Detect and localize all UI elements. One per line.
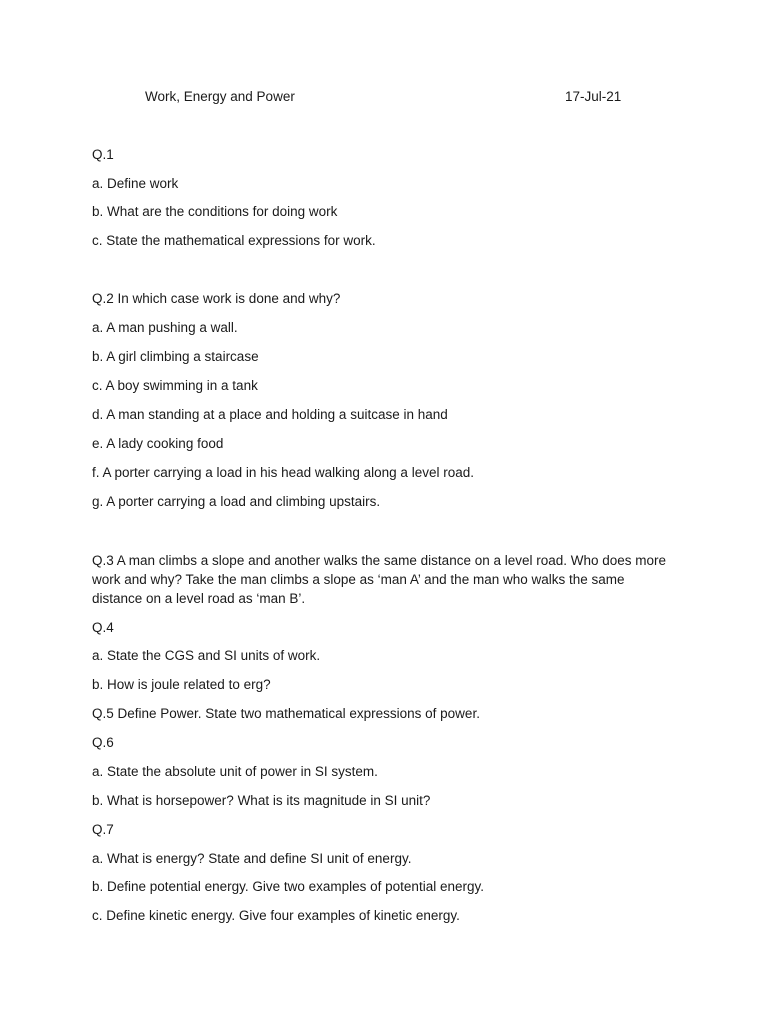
q3-question: Q.3 A man climbs a slope and another walks the same distance on a level road. Who does more work and why? Take the man climbs a slope as ‘man A’ and the man who walks the same distance on a level road as ‘man B’. <box>92 553 667 606</box>
q5-question: Q.5 Define Power. State two mathematical expressions of power. <box>92 706 480 721</box>
q7-part-b: b. Define potential energy. Give two examples of potential energy. <box>92 879 484 894</box>
q1-part-a: a. Define work <box>92 176 179 191</box>
q7-part-a: a. What is energy? State and define SI unit of energy. <box>92 851 412 866</box>
document-title: Work, Energy and Power <box>145 89 295 104</box>
q2-part-f: f. A porter carrying a load in his head walking along a level road. <box>92 465 474 480</box>
q4-label: Q.4 <box>92 620 114 635</box>
q1-part-c: c. State the mathematical expressions for work. <box>92 233 376 248</box>
q6-part-a: a. State the absolute unit of power in SI system. <box>92 764 378 779</box>
q2-part-c: c. A boy swimming in a tank <box>92 378 258 393</box>
q7-label: Q.7 <box>92 822 114 837</box>
q2-question: Q.2 In which case work is done and why? <box>92 291 341 306</box>
q4-part-a: a. State the CGS and SI units of work. <box>92 648 321 663</box>
q2-part-a: a. A man pushing a wall. <box>92 320 238 335</box>
q2-part-b: b. A girl climbing a staircase <box>92 349 259 364</box>
document-date: 17-Jul-21 <box>565 89 622 104</box>
q4-part-b: b. How is joule related to erg? <box>92 677 271 692</box>
q6-part-b: b. What is horsepower? What is its magnitude in SI unit? <box>92 793 431 808</box>
q2-part-d: d. A man standing at a place and holding a suitcase in hand <box>92 407 448 422</box>
q1-part-b: b. What are the conditions for doing work <box>92 204 338 219</box>
q2-part-e: e. A lady cooking food <box>92 436 224 451</box>
q1-label: Q.1 <box>92 147 114 162</box>
q7-part-c: c. Define kinetic energy. Give four examples of kinetic energy. <box>92 908 460 923</box>
q2-part-g: g. A porter carrying a load and climbing upstairs. <box>92 494 381 509</box>
q6-label: Q.6 <box>92 735 114 750</box>
